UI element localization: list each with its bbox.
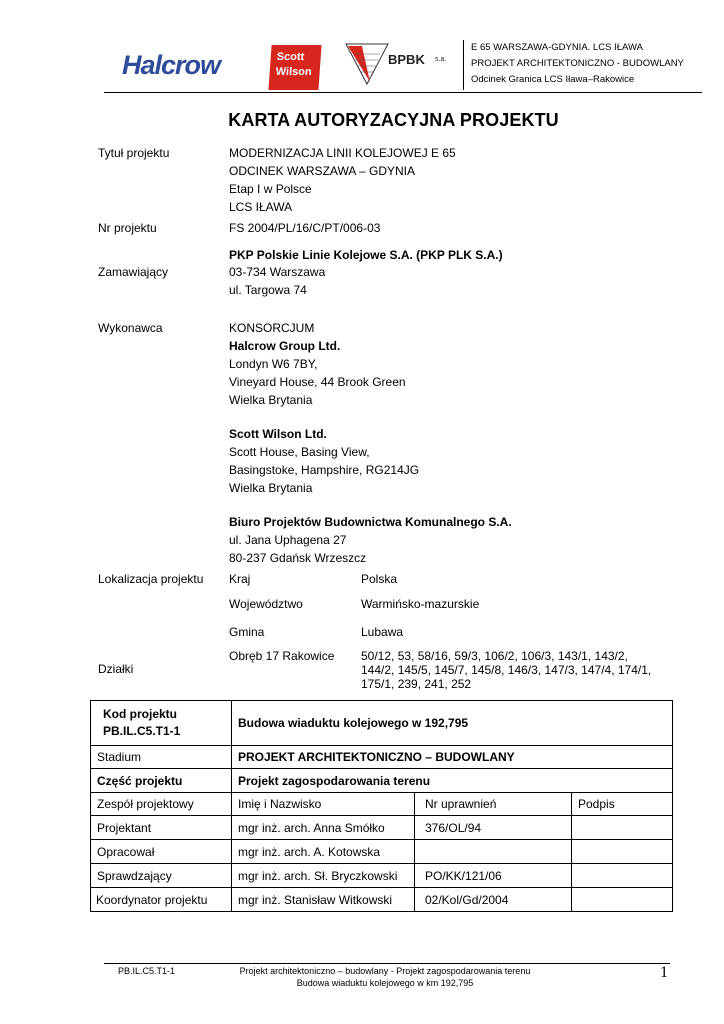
- footer-code: PB.IL.C5.T1-1: [118, 966, 176, 976]
- row-podpis: [572, 888, 673, 912]
- footer-rule: [104, 963, 670, 964]
- bpbk-logo-text: BPBK: [388, 52, 425, 67]
- halcrow-line-3: Wielka Brytania: [229, 393, 313, 407]
- bpbk-emblem-icon: [344, 42, 390, 86]
- biuro-line-1: ul. Jana Uphagena 27: [229, 533, 347, 547]
- row-podpis: [572, 816, 673, 840]
- gmina-label: Gmina: [229, 625, 265, 639]
- bpbk-logo: [344, 42, 454, 86]
- header-line-1: E 65 WARSZAWA-GDYNIA. LCS IŁAWA: [471, 42, 643, 53]
- header-line-3: Odcinek Granica LCS Iława–Rakowice: [471, 74, 635, 85]
- halcrow-name: Halcrow Group Ltd.: [229, 339, 341, 353]
- tytul-line-3: Etap I w Polsce: [229, 182, 312, 196]
- row-podpis: [572, 864, 673, 888]
- table-row: [91, 888, 673, 912]
- scott-wilson-logo: [268, 45, 321, 90]
- czesc-value: Projekt zagospodarowania terenu: [232, 769, 673, 793]
- table-row: [91, 864, 673, 888]
- kraj-label: Kraj: [229, 572, 251, 586]
- czesc-label: Część projektu: [91, 769, 232, 793]
- tytul-line-2: ODCINEK WARSZAWA – GDYNIA: [229, 164, 416, 178]
- kod-label-cell: [91, 701, 232, 746]
- scott-logo-text: Scott: [276, 51, 305, 63]
- bpbk-logo-sa: s.a.: [435, 56, 447, 63]
- zamawiajacy-name: PKP Polskie Linie Kolejowe S.A. (PKP PLK S.A.): [229, 248, 503, 262]
- kod-label-1: Kod projektu: [103, 707, 177, 721]
- table-head-row: [91, 793, 673, 816]
- row-name: mgr inż. arch. A. Kotowska: [232, 840, 415, 864]
- tytul-line-4: LCS IŁAWA: [229, 200, 293, 214]
- halcrow-logo: [122, 50, 238, 82]
- kod-value: Budowa wiaduktu kolejowego w 192,795: [232, 701, 673, 746]
- wykonawca-label: Wykonawca: [98, 321, 163, 335]
- head-imie: Imię i Nazwisko: [232, 793, 415, 816]
- dzialki-line-1: 50/12, 53, 58/16, 59/3, 106/2, 106/3, 143/1, 143/2,: [361, 649, 628, 663]
- head-zespol: Zespół projektowy: [91, 793, 232, 816]
- zamawiajacy-line-2: ul. Targowa 74: [229, 283, 307, 297]
- dzialki-line-2: 144/2, 145/5, 145/7, 145/8, 146/3, 147/3, 147/4, 174/1,: [361, 663, 652, 677]
- biuro-name: Biuro Projektów Budownictwa Komunalnego S.A.: [229, 515, 512, 529]
- scott-line-1: Scott House, Basing View,: [229, 445, 370, 459]
- stadium-label: Stadium: [91, 746, 232, 769]
- table-row-kod: [91, 701, 673, 746]
- table-row-stadium: [91, 746, 673, 769]
- head-nr: Nr uprawnień: [415, 793, 572, 816]
- dzialki-label: Działki: [98, 662, 134, 676]
- header-rule: [104, 92, 702, 93]
- row-name: mgr inż. arch. Sł. Bryczkowski: [232, 864, 415, 888]
- project-table: [90, 700, 673, 912]
- row-role: Opracował: [91, 840, 232, 864]
- halcrow-logo-text: Halcrow: [122, 50, 221, 80]
- wilson-logo-text: Wilson: [275, 66, 313, 78]
- gmina-value: Lubawa: [361, 625, 404, 639]
- kod-label-2: PB.IL.C5.T1-1: [103, 724, 181, 738]
- footer-line-2: Budowa wiaduktu kolejowego w km 192,795: [296, 978, 474, 988]
- row-nr: 376/OL/94: [415, 816, 572, 840]
- wykonawca-konsorcjum: KONSORCJUM: [229, 321, 315, 335]
- footer-line-1: Projekt architektoniczno – budowlany - Projekt zagospodarowania terenu: [239, 966, 531, 976]
- zamawiajacy-label: Zamawiający: [98, 265, 169, 279]
- obreb-label: Obręb 17 Rakowice: [229, 649, 335, 663]
- lokalizacja-label: Lokalizacja projektu: [98, 572, 204, 586]
- wojewodztwo-value: Warmińsko-mazurskie: [361, 597, 480, 611]
- wojewodztwo-label: Województwo: [229, 597, 303, 611]
- scott-line-2: Basingstoke, Hampshire, RG214JG: [229, 463, 420, 477]
- row-name: mgr inż. Stanisław Witkowski: [232, 888, 415, 912]
- halcrow-line-1: Londyn W6 7BY,: [229, 357, 318, 371]
- table-row: [91, 816, 673, 840]
- page-title: KARTA AUTORYZACYJNA PROJEKTU: [228, 110, 559, 130]
- nr-value: FS 2004/PL/16/C/PT/006-03: [229, 221, 381, 235]
- row-podpis: [572, 840, 673, 864]
- stadium-value: PROJEKT ARCHITEKTONICZNO – BUDOWLANY: [232, 746, 673, 769]
- scott-line-3: Wielka Brytania: [229, 481, 313, 495]
- biuro-line-2: 80-237 Gdańsk Wrzeszcz: [229, 551, 367, 565]
- page-number: 1: [660, 964, 668, 981]
- kraj-value: Polska: [361, 572, 398, 586]
- row-role: Koordynator projektu: [91, 888, 232, 912]
- dzialki-line-3: 175/1, 239, 241, 252: [361, 677, 472, 691]
- zamawiajacy-line-1: 03-734 Warszawa: [229, 265, 326, 279]
- row-nr: 02/Kol/Gd/2004: [415, 888, 572, 912]
- row-nr: PO/KK/121/06: [415, 864, 572, 888]
- nr-label: Nr projektu: [98, 221, 157, 235]
- row-name: mgr inż. arch. Anna Smółko: [232, 816, 415, 840]
- scott-name: Scott Wilson Ltd.: [229, 427, 327, 441]
- header-box: [463, 40, 704, 90]
- head-podpis: Podpis: [572, 793, 673, 816]
- halcrow-line-2: Vineyard House, 44 Brook Green: [229, 375, 406, 389]
- row-role: Sprawdzający: [91, 864, 232, 888]
- tytul-label: Tytuł projektu: [98, 146, 170, 160]
- header-line-2: PROJEKT ARCHITEKTONICZNO - BUDOWLANY: [471, 58, 684, 69]
- table-row-czesc: [91, 769, 673, 793]
- row-nr: [415, 840, 572, 864]
- table-row: [91, 840, 673, 864]
- row-role: Projektant: [91, 816, 232, 840]
- tytul-line-1: MODERNIZACJA LINII KOLEJOWEJ E 65: [229, 146, 456, 160]
